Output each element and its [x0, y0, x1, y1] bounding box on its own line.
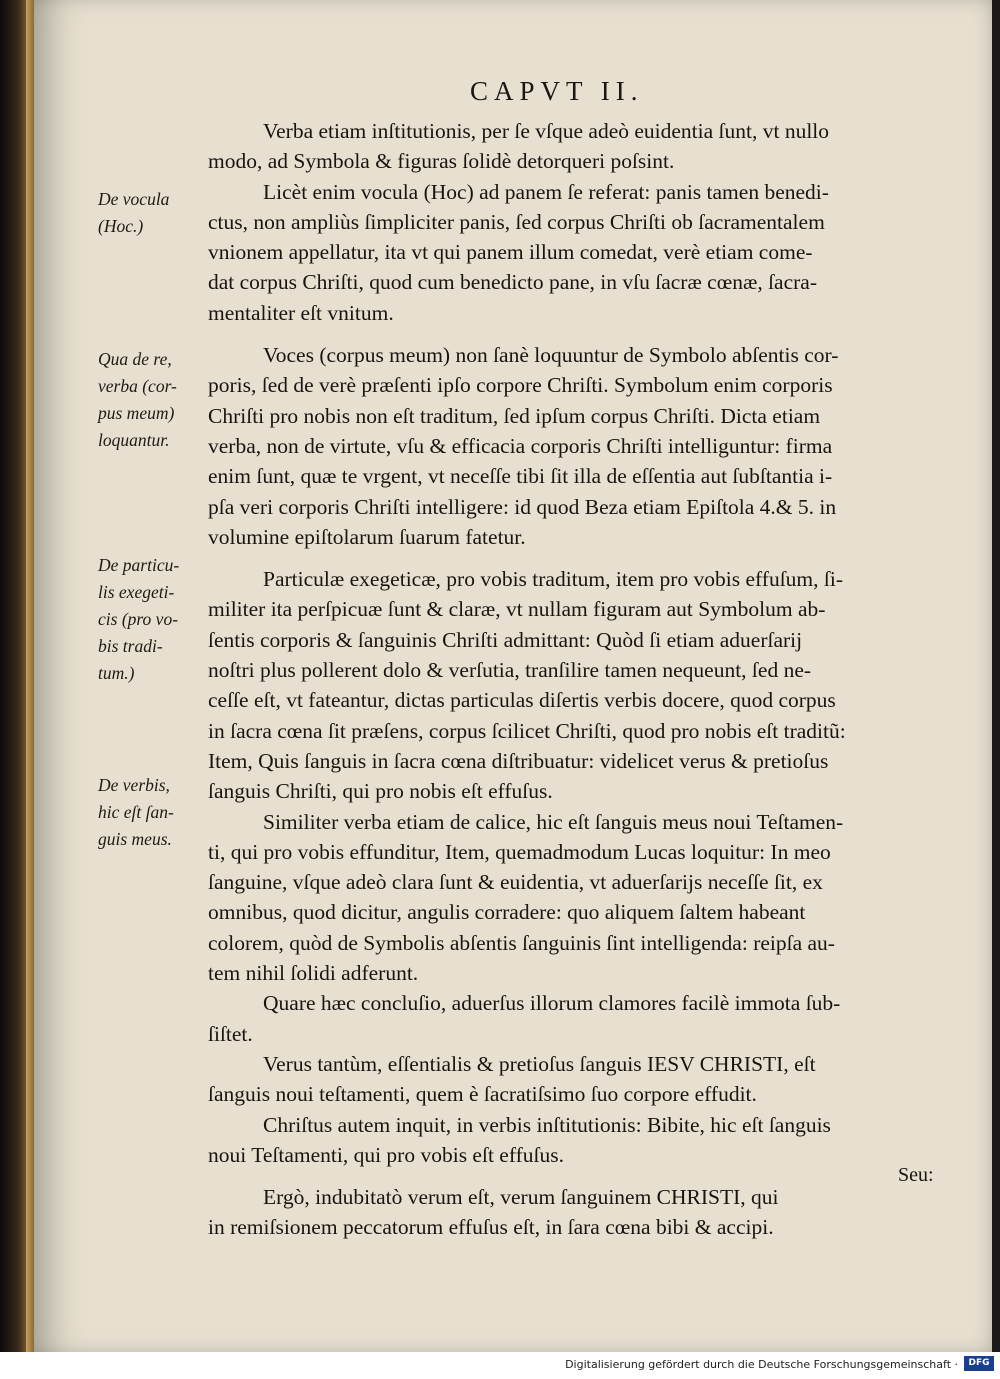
text-line: Similiter verba etiam de calice, hic eſt ſanguis meus noui Teſtamen-	[263, 809, 844, 834]
text-line: dat corpus Chriſti, quod cum benedicto pane, in vſu ſacræ cœnæ, ſacra-	[208, 270, 817, 295]
text-line: ceſſe eſt, vt fateantur, dictas particulas diſertis verbis docere, quod corpus	[208, 688, 836, 713]
text-line: ti, qui pro vobis effunditur, Item, quemadmodum Lucas loquitur: In meo	[208, 839, 831, 864]
text-line: tem nihil ſolidi adferunt.	[208, 961, 419, 986]
text-line: Licèt enim vocula (Hoc) ad panem ſe referat: panis tamen benedi-	[263, 179, 829, 204]
text-line: ſanguis Chriſti, qui pro nobis eſt effuſus.	[208, 779, 553, 804]
text-line: ctus, non ampliùs ſimpliciter panis, ſed corpus Chriſti ob ſacramentalem	[208, 209, 825, 234]
text-line: pſa veri corporis Chriſti intelligere: id quod Beza etiam Epiſtola 4.& 5. in	[208, 494, 837, 519]
dfg-logo-icon: DFG	[964, 1356, 994, 1371]
margin-note-line: (Hoc.)	[98, 216, 144, 236]
text-line: Ergò, indubitatò verum eſt, verum ſanguinem CHRISTI, qui	[263, 1185, 779, 1210]
catchword: Seu:	[898, 1164, 934, 1186]
text-line: Particulæ exegeticæ, pro vobis traditum, item pro vobis effuſum, ſi-	[263, 567, 844, 592]
margin-note-line: Qua de re,	[98, 349, 172, 369]
text-line: colorem, quòd de Symbolis abſentis ſanguinis ſint intelligenda: reipſa au-	[208, 930, 835, 955]
margin-note-de-vocula	[98, 186, 213, 240]
text-line: noui Teſtamenti, qui pro vobis eſt effuſus.	[208, 1142, 564, 1167]
margin-note-line: verba (cor-	[98, 376, 177, 396]
chapter-header: CAPVT II.	[470, 76, 644, 106]
footer-credit: Digitalisierung gefördert durch die Deutsche Forschungsgemeinschaft ·	[565, 1358, 958, 1371]
paragraph-gap	[208, 328, 943, 340]
margin-note-line: guis meus.	[98, 829, 172, 849]
text-line: ſiſtet.	[208, 1021, 253, 1046]
text-line: modo, ad Symbola & figuras ſolidè detorqueri poſsint.	[208, 149, 675, 174]
margin-note-line: loquantur.	[98, 430, 170, 450]
margin-note-qua-de-re	[98, 346, 213, 454]
text-line: vnionem appellatur, ita vt qui panem illum comedat, verè etiam come-	[208, 240, 813, 265]
text-line: Item, Quis ſanguis in ſacra cœna diſtribuatur: videlicet verus & pretioſus	[208, 748, 829, 773]
margin-note-line: bis tradi-	[98, 636, 163, 656]
margin-note-line: tum.)	[98, 663, 135, 683]
paragraph-gap	[208, 552, 943, 564]
text-line: militer ita perſpicuæ ſunt & claræ, vt nullam figuram aut Symbolum ab-	[208, 597, 826, 622]
margin-note-line: hic eſt ſan-	[98, 802, 174, 822]
text-line: in ſacra cœna ſit præſens, corpus ſcilicet Chriſti, quod pro nobis eſt traditũ:	[208, 718, 846, 743]
margin-note-line: lis exegeti-	[98, 582, 175, 602]
text-line: noſtri plus pollerent dolo & verſutia, tranſilire tamen nequeunt, ſed ne-	[208, 658, 812, 683]
text-line: ſanguis noui teſtamenti, quem è ſacratiſsimo ſuo corpore effudit.	[208, 1082, 757, 1107]
margin-note-line: pus meum)	[98, 403, 175, 423]
text-line: Chriſtus autem inquit, in verbis inſtitutionis: Bibite, hic eſt ſanguis	[263, 1112, 831, 1137]
text-line: poris, ſed de verè præſenti ipſo corpore Chriſti. Symbolum enim corporis	[208, 373, 833, 398]
text-line: Quare hæc concluſio, aduerſus illorum clamores facilè immota ſub-	[263, 991, 841, 1016]
text-line: volumine epiſtolarum ſuarum fatetur.	[208, 524, 526, 549]
text-line: enim ſunt, quæ te vrgent, vt neceſſe tibi ſit illa de eſſentia aut ſubſtantia i-	[208, 464, 833, 489]
text-line: mentaliter eſt vnitum.	[208, 300, 394, 325]
margin-note-line: De verbis,	[98, 775, 170, 795]
text-line: in remiſsionem peccatorum effuſus eſt, in ſara cœna bibi & accipi.	[208, 1215, 774, 1240]
text-line: ſentis corporis & ſanguinis Chriſti admittant: Quòd ſi etiam aduerſarij	[208, 627, 803, 652]
text-line: Verus tantùm, eſſentialis & pretioſus ſanguis IESV CHRISTI, eſt	[263, 1051, 816, 1076]
text-line: verba, non de virtute, vſu & efficacia corporis Chriſti intelliguntur: firma	[208, 433, 833, 458]
margin-note-de-verbis	[98, 772, 213, 853]
margin-note-line: cis (pro vo-	[98, 609, 179, 629]
page-gilt-edge	[26, 0, 34, 1352]
margin-note-de-particulis	[98, 552, 213, 687]
text-line: Voces (corpus meum) non ſanè loquuntur de Symbolo abſentis cor-	[263, 343, 839, 368]
text-line: Verba etiam inſtitutionis, per ſe vſque adeò euidentia ſunt, vt nullo	[263, 119, 830, 143]
text-line: Chriſti pro nobis non eſt traditum, ſed ipſum corpus Chriſti. Dicta etiam	[208, 403, 821, 428]
paragraph-gap	[208, 1170, 943, 1182]
main-text-block	[208, 116, 943, 1243]
text-line: ſanguine, vſque adeò clara ſunt & euidentia, vt aduerſarijs neceſſe ſit, ex	[208, 870, 823, 895]
margin-note-line: De vocula	[98, 189, 170, 209]
margin-note-line: De particu-	[98, 555, 180, 575]
text-line: omnibus, quod dicitur, angulis corradere: quo aliquem ſaltem habeant	[208, 900, 806, 925]
